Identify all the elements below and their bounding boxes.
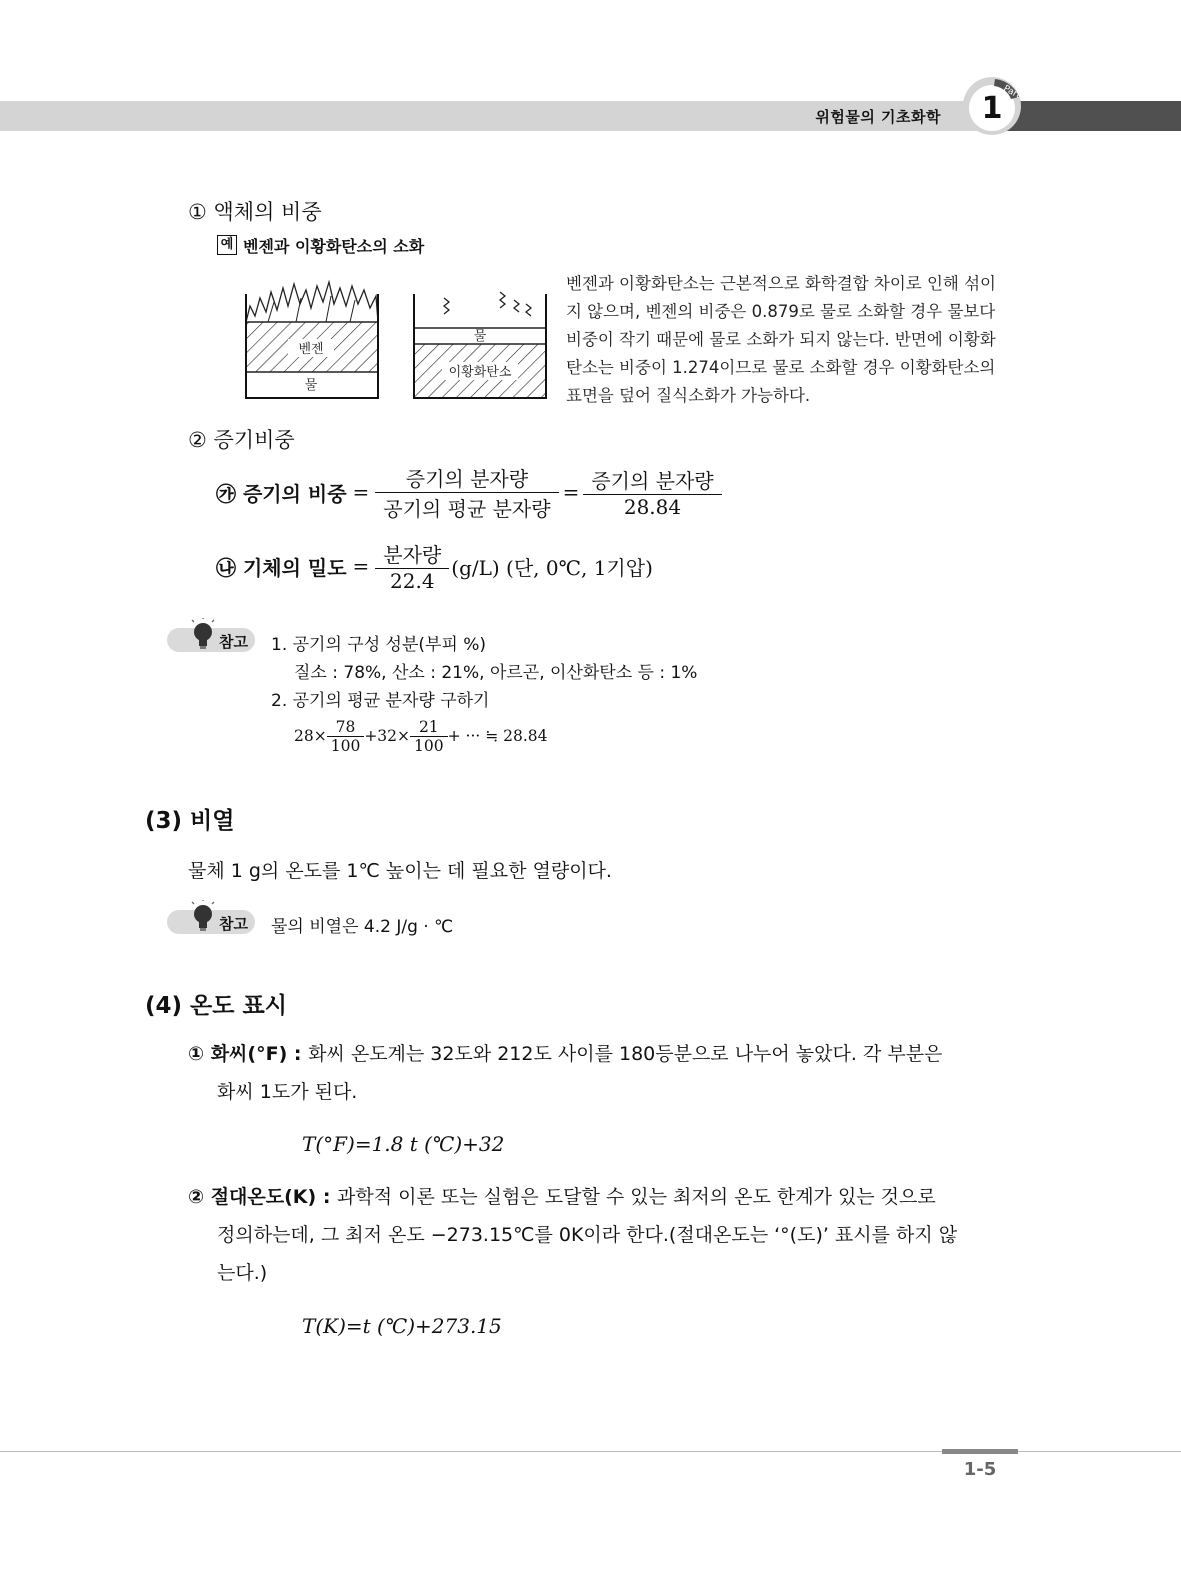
- ref-formula-fraction-1: [327, 718, 365, 755]
- reference-line-2: 질소 : 78%, 산소 : 21%, 아르곤, 이산화탄소 등 : 1%: [294, 663, 698, 683]
- beaker1-top-label: 벤젠: [298, 342, 324, 357]
- footer-accent-bar: [942, 1449, 1018, 1454]
- beaker2-top-label: 물: [473, 329, 487, 344]
- paragraph-line: 탄소는 비중이 1.274이므로 물로 소화할 경우 이황화탄소의: [566, 358, 996, 377]
- chapter-title: 위험물의 기초화학: [815, 108, 941, 126]
- ref-formula-fraction-2: [410, 718, 448, 755]
- paragraph-line: 벤젠과 이황화탄소는 근본적으로 화학결합 차이로 인해 섞이: [566, 274, 996, 293]
- section-liquid-gravity-title: ① 액체의 비중: [188, 200, 322, 224]
- formula-a-fraction: [375, 463, 558, 522]
- kelvin-text-1: 과학적 이론 또는 실험은 도달할 수 있는 최저의 온도 한계가 있는 것으로: [337, 1186, 936, 1208]
- formula-a-fraction-2: [583, 465, 721, 519]
- ref-formula-part-c: + ··· ≒ 28.84: [447, 727, 548, 745]
- beaker-diagram: [238, 276, 558, 402]
- formula-b-tail: (g/L) (단, 0℃, 1기압): [451, 555, 653, 580]
- formula-b-denominator: 22.4: [390, 569, 435, 593]
- page-number: 1-5: [963, 1459, 997, 1480]
- kelvin-formula: T(K)=t (℃)+273.15: [302, 1314, 502, 1338]
- formula-b-numerator: 분자량: [375, 539, 449, 569]
- ref-fraction-1-num: 78: [327, 718, 365, 737]
- fahrenheit-heading: ① 화씨(°F) :: [188, 1043, 309, 1065]
- beaker2-bottom-label: 이황화탄소: [448, 365, 512, 380]
- formula-a-numerator-2: 증기의 분자량: [583, 465, 721, 495]
- reference-formula: [294, 712, 548, 760]
- part-badge: [961, 73, 1023, 135]
- ref-fraction-2-den: 100: [414, 736, 444, 755]
- kelvin-heading: ② 절대온도(K) :: [188, 1186, 338, 1208]
- specific-heat-body: 물체 1 g의 온도를 1℃ 높이는 데 필요한 열량이다.: [188, 860, 612, 882]
- vapor-gravity-formula: [216, 462, 722, 522]
- beaker-benzene: [246, 282, 378, 398]
- formula-a-equals-2: =: [562, 480, 580, 504]
- reference-line-3: 2. 공기의 평균 분자량 구하기: [271, 691, 490, 711]
- paragraph-line: 지 않으며, 벤젠의 비중은 0.879로 물로 소화할 경우 물보다: [566, 302, 996, 321]
- ref-fraction-1-den: 100: [330, 736, 361, 755]
- section-temperature-title: (4) 온도 표시: [145, 993, 287, 1019]
- beaker-carbon-disulfide: [414, 292, 546, 398]
- formula-b-label: ㉯ 기체의 밀도: [216, 555, 347, 580]
- reference-label: 참고: [219, 633, 248, 651]
- paragraph-line: 표면을 덮어 질식소화가 가능하다.: [566, 386, 811, 405]
- formula-b-fraction: [375, 539, 449, 593]
- ref-formula-part-a: 28×: [294, 727, 327, 745]
- kelvin-text-2: 정의하는데, 그 최저 온도 −273.15℃를 0K이라 한다.(절대온도는 ‘°(도)’ 표시를 하지 않: [217, 1224, 958, 1246]
- formula-a-equals: =: [352, 480, 370, 504]
- ref-formula-part-b: +32×: [364, 727, 411, 745]
- fahrenheit-text-2: 화씨 1도가 된다.: [217, 1081, 358, 1103]
- fahrenheit-item: [188, 1035, 942, 1073]
- part-number: 1: [981, 91, 1003, 126]
- example-icon: 예: [217, 235, 237, 255]
- part-label: Part: [1001, 83, 1022, 101]
- lightbulb-icon: [190, 618, 216, 652]
- example-title: 벤젠과 이황화탄소의 소화: [243, 237, 425, 256]
- fahrenheit-text-1: 화씨 온도계는 32도와 212도 사이를 180등분으로 나누어 놓았다. 각 부분은: [308, 1043, 943, 1065]
- fahrenheit-formula: T(°F)=1.8 t (℃)+32: [302, 1132, 505, 1156]
- lightbulb-icon: [190, 900, 216, 934]
- formula-a-denominator: 공기의 평균 분자량: [383, 496, 551, 521]
- reference-text: 물의 비열은 4.2 J/g · ℃: [271, 917, 454, 937]
- reference-label: 참고: [219, 915, 248, 933]
- reference-line-1: 1. 공기의 구성 성분(부피 %): [271, 635, 487, 655]
- paragraph-line: 비중이 작기 때문에 물로 소화가 되지 않는다. 반면에 이황화: [566, 330, 996, 349]
- gas-density-formula: [216, 536, 653, 596]
- section-specific-heat-title: (3) 비열: [145, 808, 235, 834]
- example-paragraph: [566, 270, 1021, 410]
- header-dark-band: [1000, 101, 1181, 131]
- kelvin-item: [188, 1178, 936, 1216]
- formula-a-label: ㉮ 증기의 비중: [216, 481, 347, 506]
- formula-b-equals: =: [352, 554, 370, 578]
- kelvin-text-3: 는다.): [217, 1262, 268, 1284]
- formula-a-numerator: 증기의 분자량: [375, 463, 558, 493]
- formula-a-denominator-2: 28.84: [623, 495, 682, 519]
- beaker1-bottom-label: 물: [304, 378, 318, 393]
- section-vapor-gravity-title: ② 증기비중: [188, 428, 295, 452]
- ref-fraction-2-num: 21: [410, 718, 448, 737]
